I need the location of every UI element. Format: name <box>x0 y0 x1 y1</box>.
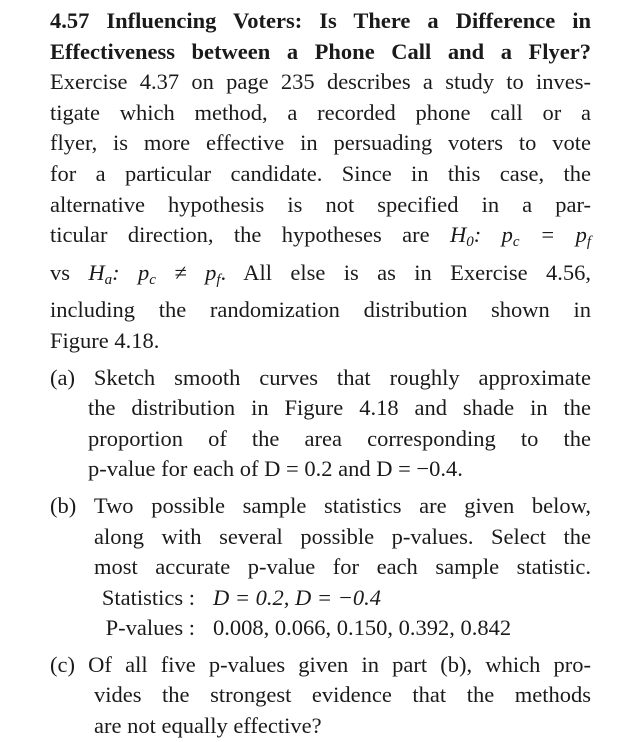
alt-hypothesis-line: vs $H_a$: $p_c \ne p_f$. All else is as in Exercise 4.56, <box>50 259 591 288</box>
problem-title: Influencing Voters: Is There a Difference in <box>106 8 592 33</box>
part-a-line: p-value for each of D = 0.2 and D = −0.4. <box>88 456 463 482</box>
part-b-label: (b) <box>50 492 77 518</box>
body-line: including the randomization distribution shown in <box>50 297 591 323</box>
body-line: alternative hypothesis is not specified in a par- <box>50 191 591 217</box>
statistics-label: Statistics : <box>101 584 195 610</box>
body-line: ticular direction, the hypotheses are <box>50 222 430 248</box>
part-b-line: (b) Two possible sample statistics are given below, <box>50 492 591 518</box>
body-line: for a particular candidate. Since in this case, the <box>50 160 591 186</box>
part-b-line: along with several possible p-values. Select the <box>94 523 591 549</box>
null-hypothesis: $H_0$: $p_c = p_f$ <box>450 222 591 251</box>
statistics-row <box>50 583 591 614</box>
part-b-line: most accurate p-value for each sample statistic. <box>94 554 591 580</box>
part-a-label: (a) <box>50 364 75 390</box>
problem-title-line1 <box>50 6 591 37</box>
alt-hypothesis: $H_a$: $p_c \ne p_f$ <box>88 259 221 288</box>
part-c-line: (c) Of all five p-values given in part (b), which pro- <box>50 651 591 677</box>
body-line: tigate which method, a recorded phone call or a <box>50 99 591 125</box>
body-line: Figure 4.18. <box>50 327 160 353</box>
part-c-label: (c) <box>50 651 75 677</box>
pvalues-row <box>50 613 591 644</box>
problem-number: 4.57 <box>50 8 90 33</box>
part-c-line: vides the strongest evidence that the methods <box>94 682 591 708</box>
part-a-line: the distribution in Figure 4.18 and shade in the <box>88 395 591 421</box>
part-c-line: are not equally effective? <box>94 713 322 739</box>
problem-title-line2: Effectiveness between a Phone Call and a Flyer? <box>50 38 591 64</box>
body-line: Exercise 4.37 on page 235 describes a study to inves- <box>50 69 591 95</box>
pvalues-label: P-values : <box>105 615 195 641</box>
pvalues-values: 0.008, 0.066, 0.150, 0.392, 0.842 <box>213 615 512 641</box>
part-a-line: (a) Sketch smooth curves that roughly approximate <box>50 364 591 390</box>
part-a-line: proportion of the area corresponding to the <box>88 425 591 451</box>
statistics-values: D = 0.2, D = −0.4 <box>213 584 382 610</box>
hypothesis-line <box>50 220 591 258</box>
body-line: flyer, is more effective in persuading voters to vote <box>50 130 591 156</box>
